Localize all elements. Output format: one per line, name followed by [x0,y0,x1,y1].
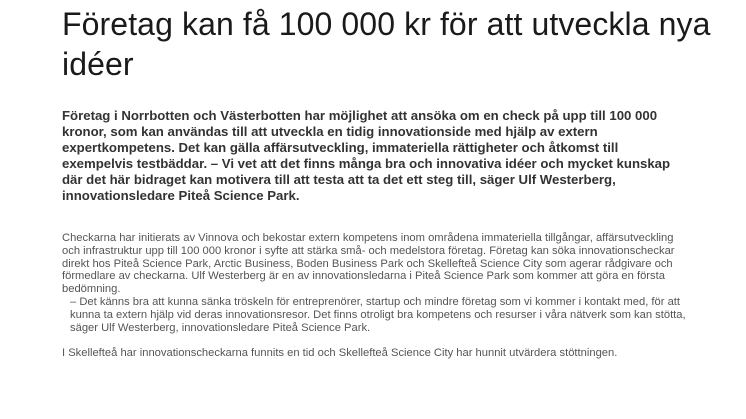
paragraph-spacer [62,334,692,347]
article-headline: Företag kan få 100 000 kr för att utveckla nya idéer [62,6,711,82]
article-lead: Företag i Norrbotten och Västerbotten har möjlighet att ansöka om en check på upp till 100 000 kronor, som kan användas till att utveckla en tidig innovationside med hjälp av extern expertkompetens. Det kan gälla affärsutveckling, immateriella rättigheter och åtkomst till exempelvis testbäddar. – Vi vet att det finns många bra och innovativa idéer och mycket kunskap där det här bidraget kan motivera till att testa att ta det ett steg till, säger Ulf Westerberg, innovationsledare Piteå Science Park. [62,108,671,203]
body-paragraph: I Skellefteå har innovationscheckarna funnits en tid och Skellefteå Science City har hunnit utvärdera stöttningen. [62,347,618,360]
body-paragraph-quote: – Det känns bra att kunna sänka tröskeln för entreprenörer, startup och mindre företag som vi kommer i kontakt med, för att kunna ta extern hjälp vid deras innovationsresor. Det finns otroligt bra kompetens och resurser i våra nätverk som kan stötta, säger Ulf Westerberg, innovationsledare Piteå Science Park. [70,295,686,334]
body-paragraph: Checkarna har initierats av Vinnova och bekostar extern kompetens inom områdena immateriella tillgångar, affärsutveckling och infrastruktur upp till 100 000 kronor i syfte att stärka små- och medelstora företag. Företag kan söka innovationscheckar direkt hos Piteå Science Park, Arctic Business, Boden Business Park och Skellefteå Science City som agerar rådgivare och förmedlare av checkarna. Ulf Westerberg är en av innovationsledarna i Piteå Science Park som kommer att göra en första bedömning. [62,232,675,296]
article-body [62,232,692,360]
